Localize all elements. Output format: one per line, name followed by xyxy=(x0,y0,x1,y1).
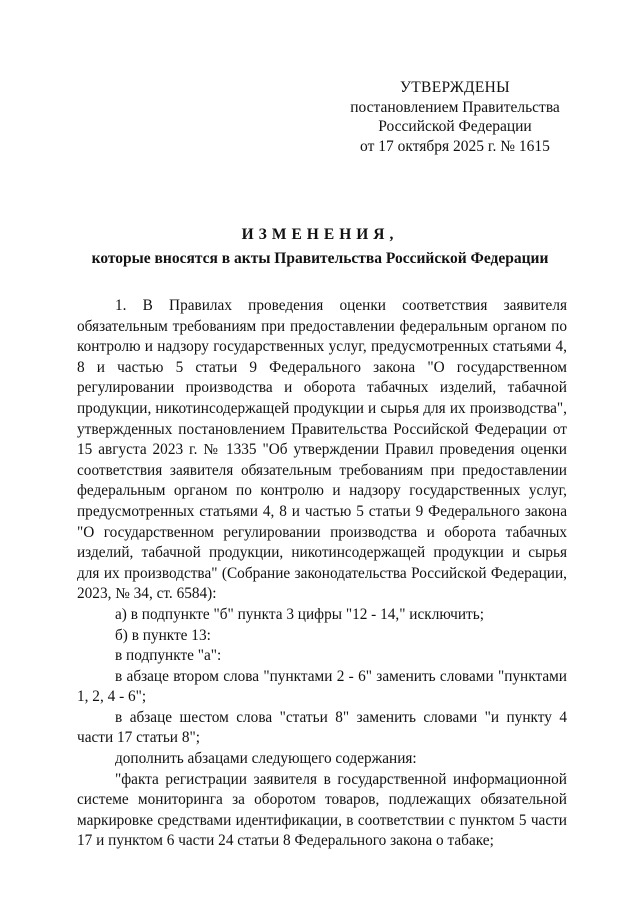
paragraph-2: а) в подпункте "б" пункта 3 цифры "12 - 14," исключить; xyxy=(115,605,484,623)
approval-block xyxy=(340,78,570,156)
paragraph-3: б) в пункте 13: xyxy=(115,626,211,644)
paragraph-4: в подпункте "а": xyxy=(115,647,222,665)
approval-line-1: постановлением Правительства xyxy=(350,98,560,116)
document-body xyxy=(77,296,567,852)
approval-line-2: Российской Федерации xyxy=(378,118,532,135)
paragraph-7: дополнить абзацами следующего содержания: xyxy=(115,750,417,768)
paragraph-8: "факта регистрации заявителя в государственной информационной системе мониторинга за оборотом товаров, подлежащих обязательной маркировке средствами идентификации, в соответствии с пунктом 5 части 17 и пунктом 6 части 24 статьи 8 Федерального закона о табаке; xyxy=(77,770,567,850)
approval-line-3: от 17 октября 2025 г. № 1615 xyxy=(360,137,550,155)
paragraph-6: в абзаце шестом слова "статьи 8" заменить словами "и пункту 4 части 17 статьи 8"; xyxy=(77,708,567,747)
paragraph-5: в абзаце втором слова "пунктами 2 - 6" заменить словами "пунктами 1, 2, 4 - 6"; xyxy=(77,667,567,706)
paragraph-1: 1. В Правилах проведения оценки соответствия заявителя обязательным требованиям при предоставлении федеральным органом по контролю и надзору государственных услуг, предусмотренных статьями 4, 8 и частью 5 статьи 9 Федерального закона "О государственном регулировании производства и оборота табачных изделий, табачной продукции, никотинсодержащей продукции и сырья для их производства", утвержденных постановлением Правительства Российской Федерации от 15 августа 2023 г. № 1335 "Об утверждении Правил проведения оценки соответствия заявителя обязательным требованиям при предоставлении федеральным органом по контролю и надзору государственных услуг, предусмотренных статьями 4, 8 и частью 5 статьи 9 Федерального закона "О государственном регулировании производства и оборота табачных изделий, табачной продукции, никотинсодержащей продукции и сырья для их производства" (Собрание законодательства Российской Федерации, 2023, № 34, ст. 6584): xyxy=(77,297,567,603)
document-title: ИЗМЕНЕНИЯ, xyxy=(241,226,399,243)
approval-heading: УТВЕРЖДЕНЫ xyxy=(400,79,510,96)
document-subtitle: которые вносятся в акты Правительства Российской Федерации xyxy=(91,250,549,267)
